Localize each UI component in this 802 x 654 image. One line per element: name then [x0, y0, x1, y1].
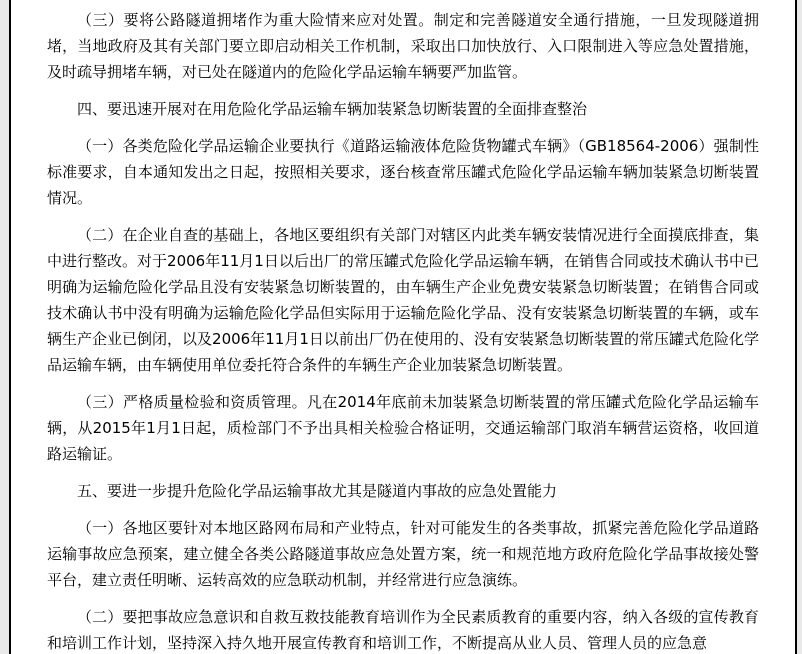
paragraph-5-1-emergency-plan: （一）各地区要针对本地区路网布局和产业特点，针对可能发生的各类事故，抓紧完善危险化学品道路运输事故应急预案，建立健全各类公路隧道事故应急处置方案，统一和规范地方政府危险化学品事故接处警平台，建立责任明晰、运转高效的应急联动机制，并经常进行应急演练。 [47, 519, 759, 589]
paragraph-5-2-education-training: （二）要把事故应急意识和自救互救技能教育培训作为全民素质教育的重要内容，纳入各级的宣传教育和培训工作计划，坚持深入持久地开展宣传教育和培训工作，不断提高从业人员、管理人员的应急意 [47, 608, 759, 652]
section-heading-4: 四、要迅速开展对在用危险化学品运输车辆加装紧急切断装置的全面排查整治 [77, 100, 588, 118]
paragraph-4-3-quality-inspection: （三）严格质量检验和资质管理。凡在2014年底前未加装紧急切断装置的常压罐式危险化学品运输车辆，从2015年1月1日起，质检部门不予出具相关检验合格证明，交通运输部门取消车辆营运资格，收回道路运输证。 [47, 393, 759, 463]
paragraph-tunnel-congestion: （三）要将公路隧道拥堵作为重大险情来应对处置。制定和完善隧道安全通行措施，一旦发现隧道拥堵，当地政府及其有关部门要立即启动相关工作机制，采取出口加快放行、入口限制进入等应急处置措施，及时疏导拥堵车辆，对已处在隧道内的危险化学品运输车辆要严加监管。 [47, 11, 759, 81]
document-body-text [11, 0, 795, 654]
paragraph-4-1-standard-requirement: （一）各类危险化学品运输企业要执行《道路运输液体危险货物罐式车辆》（GB18564-2006）强制性标准要求，自本通知发出之日起，按照相关要求，逐台核查常压罐式危险化学品运输车辆加装紧急切断装置情况。 [47, 137, 759, 207]
section-heading-5: 五、要进一步提升危险化学品运输事故尤其是隧道内事故的应急处置能力 [77, 482, 558, 500]
paragraph-4-2-inspection-rectification: （二）在企业自查的基础上，各地区要组织有关部门对辖区内此类车辆安装情况进行全面摸底排查，集中进行整改。对于2006年11月1日以后出厂的常压罐式危险化学品运输车辆，在销售合同或技术确认书中已明确为运输危险化学品且没有安装紧急切断装置的，由车辆生产企业免费安装紧急切断装置；在销售合同或技术确认书中没有明确为运输危险化学品但实际用于运输危险化学品、没有安装紧急切断装置的车辆，或车辆生产企业已倒闭，以及2006年11月1日以前出厂仍在使用的、没有安装紧急切断装置的常压罐式危险化学品运输车辆，由车辆使用单位委托符合条件的车辆生产企业加装紧急切断装置。 [47, 226, 759, 374]
document-page [9, 0, 797, 654]
